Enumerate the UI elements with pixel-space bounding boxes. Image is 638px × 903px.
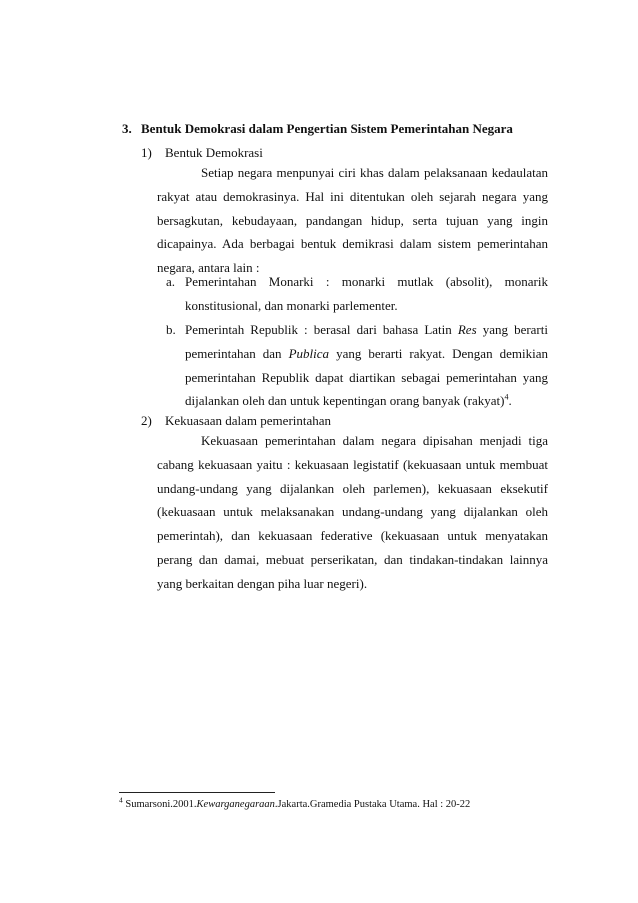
footnote-divider — [119, 792, 275, 793]
section-title: Bentuk Demokrasi dalam Pengertian Sistem Pemerintahan Negara — [141, 121, 513, 136]
subsection-1-title: Bentuk Demokrasi — [165, 145, 263, 160]
subsection-2-paragraph: Kekuasaan pemerintahan dalam negara dipisahan menjadi tiga cabang kekuasaan yaitu : kekuasaan legistatif (kekuasaan untuk membuat undang-undang yang dijalankan oleh parlemen), kekuasaan eksekutif (kekuasaan untuk melaksanakan undang-undang yang dijalankan oleh pemerintah), dan kekuasaan federative (kekuasaan untuk menyatakan perang dan damai, mebuat perserikatan, dan tindakan-tindakan lainnya yang berkaitan dengan piha luar negeri). — [157, 433, 548, 591]
list-item-a-text: Pemerintahan Monarki : monarki mutlak (absolit), monarik konstitusional, dan monarki parlementer. — [185, 274, 548, 313]
subsection-1-paragraph: Setiap negara menpunyai ciri khas dalam pelaksanaan kedaulatan rakyat atau demokrasinya. Hal ini ditentukan oleh sejarah negara yang bersagkutan, kebudayaan, pandangan hidup, serta tujuan yang ingin dicapainya. Ada berbagai bentuk demikrasi dalam sistem pemerintahan negara, antara lain : — [157, 165, 548, 276]
latin-term-res: Res — [457, 322, 477, 337]
subsection-2-number: 2) — [141, 413, 152, 428]
list-item-a — [166, 270, 548, 318]
footnote-reference: 4 — [504, 393, 509, 403]
footnote-book-title: Kewarganegaraan — [196, 799, 275, 810]
subsection-1-number: 1) — [141, 145, 152, 160]
section-number: 3. — [122, 121, 132, 136]
list-item-a-letter: a. — [166, 274, 176, 289]
footnote — [119, 795, 471, 810]
footnote-author-year: Sumarsoni.2001. — [125, 799, 197, 810]
subsection-2-title: Kekuasaan dalam pemerintahan — [165, 413, 332, 428]
footnote-publisher: .Jakarta.Gramedia Pustaka Utama. Hal : 20-22 — [274, 799, 471, 810]
subsection-2-heading — [141, 413, 331, 429]
list-item-b-letter: b. — [166, 322, 176, 337]
latin-term-publica: Publica — [288, 345, 330, 361]
list-item-b: b. Pemerintah Republik : berasal dari bahasa Latin Res yang berarti pemerintahan dan Publica yang berarti rakyat. Dengan demikian pemerintahan Republik dapat diartikan sebagai pemerintahan yang dijalankan oleh dan untuk kepentingan orang banyak (rakyat)$^4$. — [185, 318, 548, 413]
subsection-1-heading — [141, 145, 263, 161]
section-heading — [122, 121, 513, 137]
footnote-mark: 4 — [119, 795, 123, 805]
